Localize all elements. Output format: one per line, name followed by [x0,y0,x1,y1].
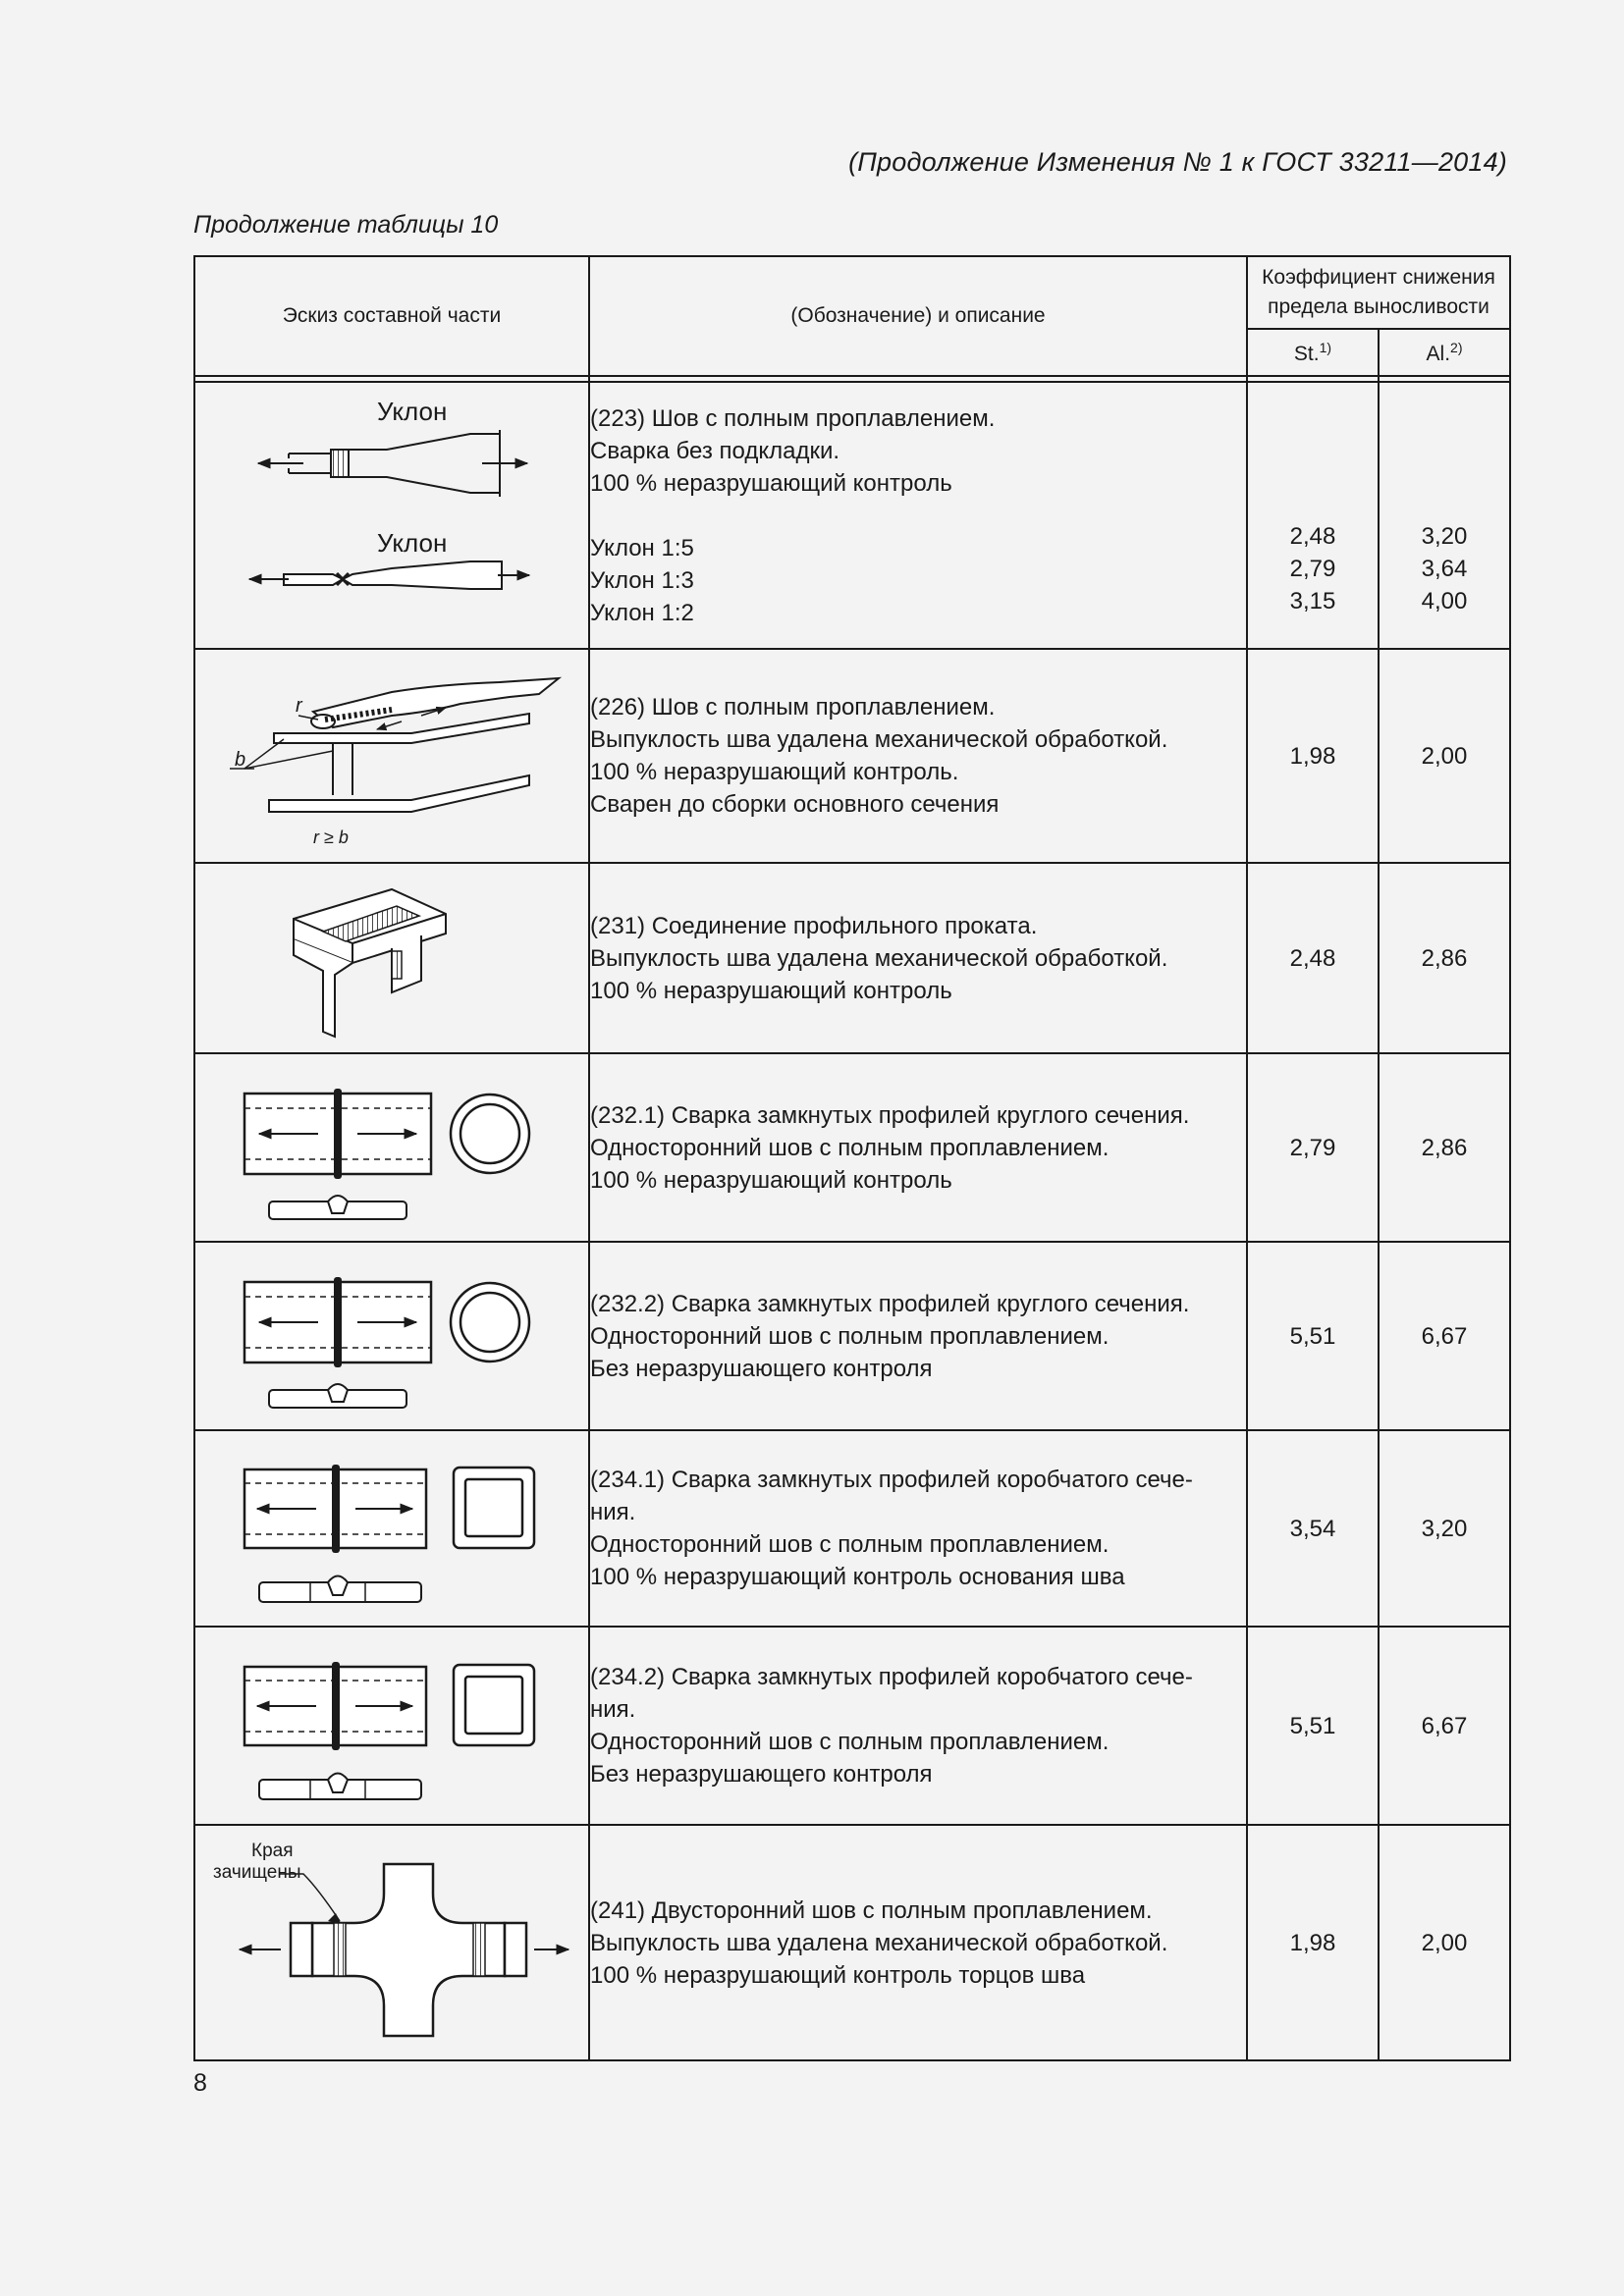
table-row [194,1053,1510,1242]
sketch-232-2 [194,1242,589,1430]
desc-223: (223) Шов с полным проплавлением. Сварка без подкладки. 100 % неразрушающий контроль Уклон 1:5 Уклон 1:3 Уклон 1:2 [589,382,1247,649]
sketch-label: Края [251,1841,294,1861]
st-value-234-2: 5,51 [1247,1627,1379,1825]
st-value-223: 2,48 2,79 3,15 [1247,382,1379,649]
desc-231: (231) Соединение профильного проката. Выпуклость шва удалена механической обработкой. 100 % неразрушающий контроль [589,863,1247,1053]
header-st: St.$^{1)}$ [1247,329,1379,376]
st-value-241: 1,98 [1247,1825,1379,2060]
desc-232-2: (232.2) Сварка замкнутых профилей круглого сечения. Односторонний шов с полным проплавлением. Без неразрушающего контроля [589,1242,1247,1430]
sketch-241 [194,1825,589,2060]
st-value-234-1: 3,54 [1247,1430,1379,1627]
sketch-label: зачищены [213,1862,301,1883]
table-row [194,1825,1510,2060]
al-value-223: 3,20 3,64 4,00 [1379,382,1510,649]
table-row [194,863,1510,1053]
sketch-234-2 [194,1627,589,1825]
sketch-234-1 [194,1430,589,1627]
sketch-232-1 [194,1053,589,1242]
header-description: (Обозначение) и описание [589,256,1247,376]
table-row [194,1627,1510,1825]
st-value-231: 2,48 [1247,863,1379,1053]
sketch-label: Уклон [377,528,448,558]
al-value-231: 2,86 [1379,863,1510,1053]
st-value-232-2: 5,51 [1247,1242,1379,1430]
sketch-label: b [235,749,246,771]
table-row [194,382,1510,649]
st-value-232-1: 2,79 [1247,1053,1379,1242]
table-row [194,1242,1510,1430]
al-value-234-2: 6,67 [1379,1627,1510,1825]
al-value-234-1: 3,20 [1379,1430,1510,1627]
al-value-232-1: 2,86 [1379,1053,1510,1242]
header-coefficient: Коэффициент снижения предела выносливости [1247,256,1510,329]
header-sketch: Эскиз составной части [194,256,589,376]
al-value-232-2: 6,67 [1379,1242,1510,1430]
header-al: Al.$^{2)}$ [1379,329,1510,376]
st-value-226: 1,98 [1247,649,1379,863]
desc-241: (241) Двусторонний шов с полным проплавлением. Выпуклость шва удалена механической обработкой. 100 % неразрушающий контроль торцов шва [589,1825,1247,2060]
sketch-226 [194,649,589,863]
desc-232-1: (232.1) Сварка замкнутых профилей круглого сечения. Односторонний шов с полным проплавлением. 100 % неразрушающий контроль [589,1053,1247,1242]
weld-table [193,255,1511,2061]
desc-234-1: (234.1) Сварка замкнутых профилей коробчатого сече- ния. Односторонний шов с полным проплавлением. 100 % неразрушающий контроль основания шва [589,1430,1247,1627]
desc-234-2: (234.2) Сварка замкнутых профилей коробчатого сече- ния. Односторонний шов с полным проплавлением. Без неразрушающего контроля [589,1627,1247,1825]
sketch-223 [194,382,589,649]
al-value-241: 2,00 [1379,1825,1510,2060]
table-row [194,1430,1510,1627]
sketch-label: r [296,695,302,717]
al-value-226: 2,00 [1379,649,1510,863]
running-head: (Продолжение Изменения № 1 к ГОСТ 33211—2014) [848,147,1507,177]
sketch-label: Уклон [377,397,448,426]
sketch-label: r ≥ b [313,828,349,847]
sketch-231 [194,863,589,1053]
desc-226: (226) Шов с полным проплавлением. Выпуклость шва удалена механической обработкой. 100 % неразрушающий контроль. Сварен до сборки основного сечения [589,649,1247,863]
page-number: 8 [193,2069,207,2097]
table-row [194,649,1510,863]
table-caption: Продолжение таблицы 10 [193,211,499,239]
